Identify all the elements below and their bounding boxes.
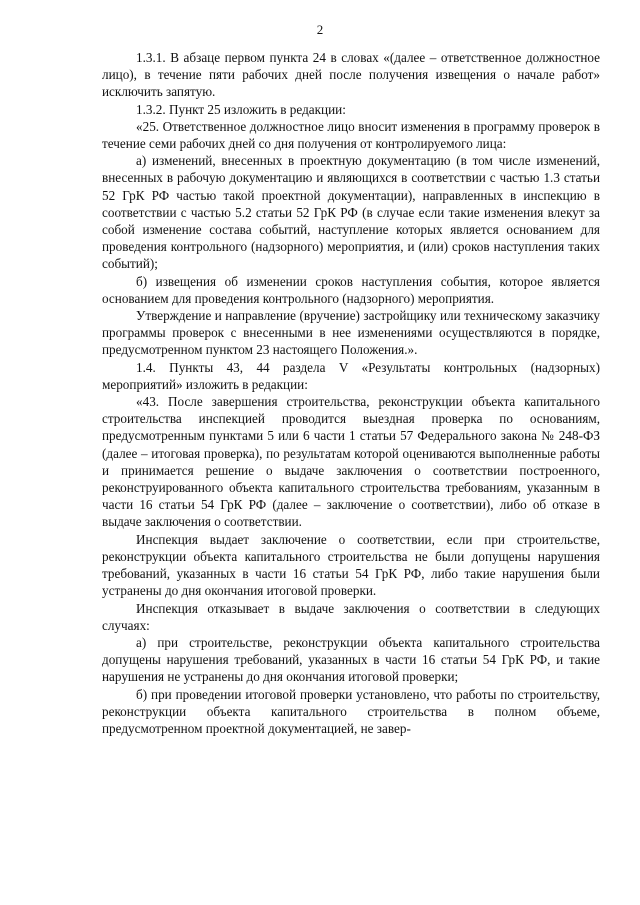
- paragraph-item-25-b: б) извещения об изменении сроков наступления события, которое является основанием для проведения контрольного (надзорного) мероприятия.: [102, 273, 600, 306]
- document-body: [102, 49, 600, 737]
- paragraph-item-43: «43. После завершения строительства, реконструкции объекта капитального строительства инспекцией проводится выездная проверка по основаниям, предусмотренным пунктами 5 или 6 части 1 статьи 57 Федерального закона № 248-ФЗ (далее – итоговая проверка), по результатам которой оцениваются выполненные работы и принимается решение о выдаче заключения о соответствии построенного, реконструированного объекта капитального строительства требованиям, указанным в части 16 статьи 54 ГрК РФ (далее – заключение о соответствии), либо об отказе в выдаче заключения о соответствии.: [102, 394, 600, 530]
- paragraph-issue-conclusion: Инспекция выдает заключение о соответствии, если при строительстве, реконструкции объекта капитального строительства не были допущены нарушения требований, указанных в части 16 статьи 54 ГрК РФ, либо такие нарушения были устранены до дня окончания итоговой проверки.: [102, 531, 600, 599]
- paragraph-1-4: 1.4. Пункты 43, 44 раздела V «Результаты контрольных (надзорных) мероприятий» изложить в редакции:: [102, 359, 600, 392]
- paragraph-approval-program: Утверждение и направление (вручение) застройщику или техническому заказчику программы проверок с внесенными в нее изменениями осуществляются в порядке, предусмотренном пунктом 23 настоящего Положения.».: [102, 308, 600, 358]
- page-number: 2: [316, 22, 324, 37]
- paragraph-refusal-a: а) при строительстве, реконструкции объекта капитального строительства допущены нарушения требований, указанных в части 16 статьи 54 ГрК РФ, и такие нарушения не устранены до дня окончания итоговой проверки;: [102, 634, 600, 685]
- paragraph-1-3-2: 1.3.2. Пункт 25 изложить в редакции:: [136, 101, 346, 117]
- paragraph-1-3-1: 1.3.1. В абзаце первом пункта 24 в словах «(далее – ответственное должностное лицо), в течение пяти рабочих дней после получения извещения о начале работ» исключить запятую.: [102, 50, 600, 100]
- paragraph-refusal-cases: Инспекция отказывает в выдаче заключения о соответствии в следующих случаях:: [102, 600, 600, 633]
- paragraph-refusal-b: б) при проведении итоговой проверки установлено, что работы по строительству, реконструкции объекта капитального строительства в полном объеме, предусмотренном проектной документацией, не завер-: [102, 686, 600, 736]
- paragraph-item-25-a: а) изменений, внесенных в проектную документацию (в том числе изменений, внесенных в рабочую документацию и являющихся в соответствии с частью 1.3 статьи 52 ГрК РФ частью такой проектной документации), направленных в инспекцию в соответствии с частью 5.2 статьи 52 ГрК РФ (в случае если такие изменения влекут за собой изменение состава событий, наступление которых является основанием для проведения контрольного (надзорного) мероприятия, и (или) сроков наступления таких событий);: [102, 153, 600, 272]
- paragraph-item-25: «25. Ответственное должностное лицо вносит изменения в программу проверок в течение семи рабочих дней со дня получения от контролируемого лица:: [102, 118, 600, 152]
